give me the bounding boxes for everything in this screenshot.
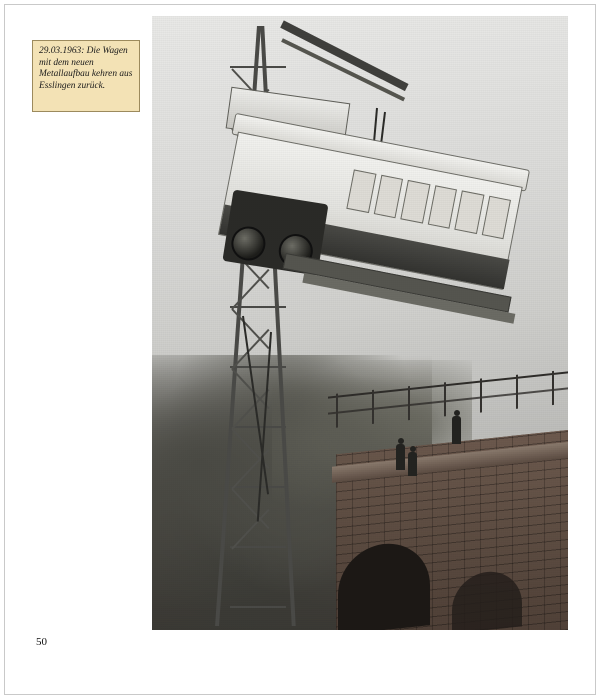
photo-caption-box — [32, 40, 140, 112]
photograph — [152, 16, 568, 630]
film-grain-overlay — [152, 16, 568, 630]
page-number: 50 — [36, 636, 47, 648]
photograph-canvas — [152, 16, 568, 630]
photo-caption-text: 29.03.1963: Die Wagen mit dem neuen Metallaufbau kehren aus Esslingen zurück. — [39, 46, 133, 91]
